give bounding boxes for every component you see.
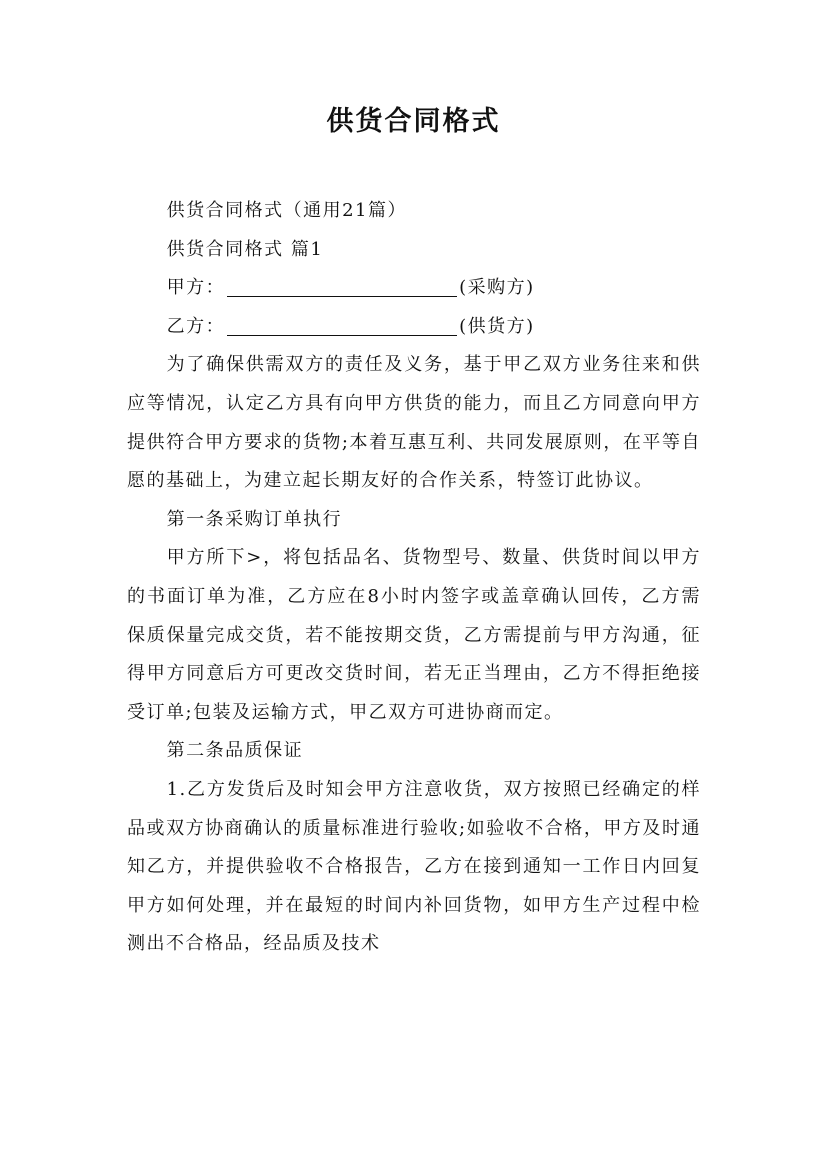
article-2-item-1: 1.乙方发货后及时知会甲方注意收货，双方按照已经确定的样品或双方协商确认的质量标准进行验收;如验收不合格，甲方及时通知乙方，并提供验收不合格报告，乙方在接到通知一工作日内回复甲方如何处理，并在最短的时间内补回货物，如甲方生产过程中检测出不合格品，经品质及技术 <box>127 778 701 955</box>
intro-paragraph: 为了确保供需双方的责任及义务，基于甲乙双方业务往来和供应等情况，认定乙方具有向甲方供货的能力，而且乙方同意向甲方提供符合甲方要求的货物;本着互惠互利、共同发展原则，在平等自愿的基础上，为建立起长期友好的合作关系，特签订此协议。 <box>127 354 701 492</box>
article-2-heading: 第二条品质保证 <box>166 740 304 762</box>
party-b-role: (供货方) <box>459 315 535 337</box>
section-heading: 供货合同格式 篇1 <box>166 238 324 260</box>
party-b-blank <box>227 315 457 336</box>
document-title: 供货合同格式 <box>326 106 501 137</box>
party-a-role: (采购方) <box>459 277 535 299</box>
party-b-label: 乙方： <box>166 315 226 337</box>
subtitle: 供货合同格式（通用21篇） <box>166 200 407 221</box>
article-1-body: 甲方所下>，将包括品名、货物型号、数量、供货时间以甲方的书面订单为准，乙方应在8小时内签字或盖章确认回传，乙方需保质保量完成交货，若不能按期交货，乙方需提前与甲方沟通，征得甲方同意后方可更改交货时间，若无正当理由，乙方不得拒绝接受订单;包装及运输方式，甲乙双方可进协商而定。 <box>127 547 701 723</box>
party-b-line <box>127 308 701 347</box>
document-body <box>127 192 701 964</box>
party-a-line <box>127 269 701 308</box>
party-a-blank <box>227 276 457 297</box>
article-1-heading: 第一条采购订单执行 <box>166 508 343 530</box>
party-a-label: 甲方： <box>166 277 226 299</box>
